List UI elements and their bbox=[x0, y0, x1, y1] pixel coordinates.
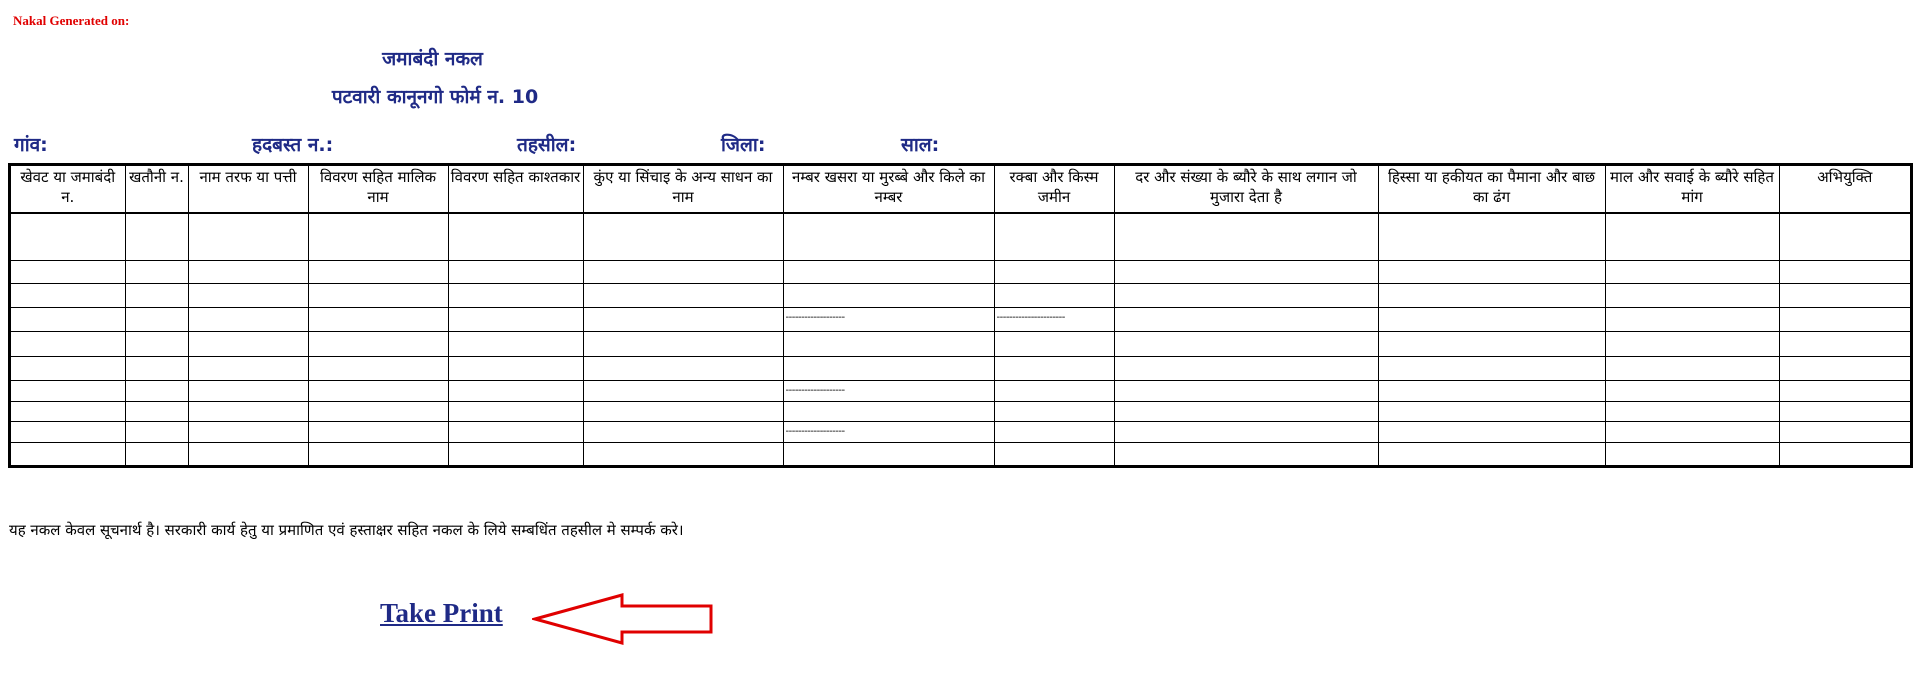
dash-separator: ------------------- bbox=[785, 385, 845, 397]
column-header: विवरण सहित काश्तकार bbox=[448, 166, 583, 213]
column-header: अभियुक्ति bbox=[1779, 166, 1910, 213]
page-title: जमाबंदी नकल bbox=[382, 48, 483, 70]
table-header-row bbox=[11, 166, 1910, 213]
dash-separator: ------------------- bbox=[785, 426, 845, 438]
column-header: दर और संख्या के ब्यौरे के साथ लगान जो मुजारा देता है bbox=[1114, 166, 1378, 213]
jamabandi-table bbox=[8, 163, 1913, 468]
dash-separator: ---------------------- bbox=[996, 311, 1065, 323]
district-label: जिला: bbox=[721, 134, 766, 156]
form-subtitle: पटवारी कानूनगो फोर्म न. 10 bbox=[331, 86, 539, 108]
table-row bbox=[11, 422, 1910, 442]
column-header: कुंए या सिंचाइ के अन्य साधन का नाम bbox=[583, 166, 783, 213]
table-row bbox=[11, 284, 1910, 308]
column-header: खतौनी न. bbox=[125, 166, 188, 213]
tehsil-label: तहसील: bbox=[517, 134, 577, 156]
column-header: खेवट या जमाबंदी न. bbox=[11, 166, 125, 213]
column-header: रक्बा और किस्म जमीन bbox=[994, 166, 1114, 213]
table-row bbox=[11, 332, 1910, 357]
year-label: साल: bbox=[901, 134, 940, 156]
village-label: गांव: bbox=[14, 134, 48, 156]
table-row bbox=[11, 381, 1910, 401]
column-header: हिस्सा या हकीयत का पैमाना और बाछ का ढंग bbox=[1378, 166, 1605, 213]
dash-separator: ------------------- bbox=[785, 311, 845, 323]
red-arrow-icon bbox=[532, 592, 714, 646]
table-row bbox=[11, 356, 1910, 381]
generated-label: Nakal Generated on: bbox=[13, 13, 130, 28]
column-header: विवरण सहित मालिक नाम bbox=[308, 166, 448, 213]
table-row bbox=[11, 401, 1910, 421]
table-row bbox=[11, 213, 1910, 260]
hadbast-label: हदबस्त न.: bbox=[252, 134, 334, 156]
disclaimer-note: यह नकल केवल सूचनार्थ है। सरकारी कार्य हेतु या प्रमाणित एवं हस्ताक्षर सहित नकल के लिये सम्बधिंत तहसील मे सम्पर्क करे। bbox=[9, 521, 684, 539]
column-header: नाम तरफ या पत्ती bbox=[188, 166, 308, 213]
take-print-link[interactable]: Take Print bbox=[380, 598, 503, 628]
table-row bbox=[11, 307, 1910, 332]
table-row bbox=[11, 442, 1910, 465]
column-header: माल और सवाई के ब्यौरे सहित मांग bbox=[1605, 166, 1779, 213]
table-row bbox=[11, 260, 1910, 284]
column-header: नम्बर खसरा या मुरब्बे और किले का नम्बर bbox=[783, 166, 994, 213]
